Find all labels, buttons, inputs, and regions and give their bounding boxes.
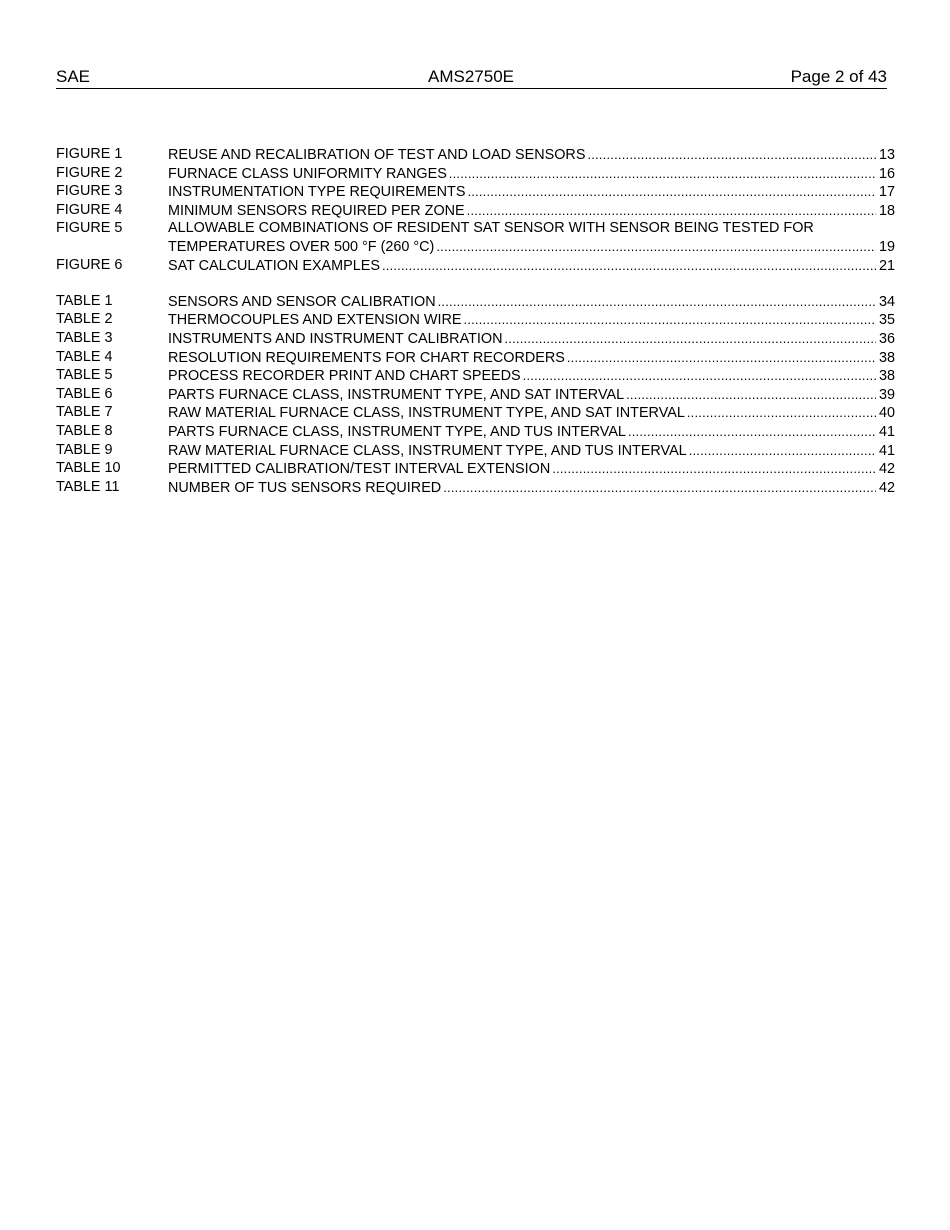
dot-leader — [449, 165, 876, 183]
toc-title: PROCESS RECORDER PRINT AND CHART SPEEDS — [168, 368, 521, 385]
toc-label: TABLE 2 — [56, 311, 113, 328]
tables-list — [56, 293, 895, 498]
toc-title: PERMITTED CALIBRATION/TEST INTERVAL EXTENSION — [168, 461, 551, 478]
toc-page-number: 16 — [878, 165, 895, 182]
toc-entry-table-11[interactable] — [56, 479, 895, 498]
toc-label: TABLE 4 — [56, 348, 113, 365]
toc-title: TEMPERATURES OVER 500 °F (260 °C) — [168, 238, 435, 255]
toc-label: FIGURE 1 — [56, 146, 123, 162]
toc-label: TABLE 7 — [56, 404, 113, 421]
toc-entry-figure-3[interactable] — [56, 183, 895, 202]
toc-page-number: 38 — [878, 349, 895, 366]
toc-label: FIGURE 2 — [56, 164, 123, 181]
toc-label: FIGURE 5 — [56, 220, 123, 237]
toc-page-number: 35 — [878, 312, 895, 329]
toc-title: PARTS FURNACE CLASS, INSTRUMENT TYPE, AND TUS INTERVAL — [168, 423, 626, 440]
toc-entry-table-7[interactable] — [56, 404, 895, 423]
toc-label: FIGURE 6 — [56, 256, 123, 273]
toc-title-line-1: ALLOWABLE COMBINATIONS OF RESIDENT SAT SENSOR WITH SENSOR BEING TESTED FOR — [168, 220, 814, 237]
toc-page-number: 40 — [878, 405, 895, 422]
toc-entry-table-5[interactable] — [56, 367, 895, 386]
toc-label: TABLE 8 — [56, 422, 113, 439]
dot-leader — [436, 238, 876, 256]
dot-leader — [687, 404, 876, 422]
toc-page-number: 21 — [878, 257, 895, 274]
dot-leader — [504, 330, 876, 348]
toc-title: RESOLUTION REQUIREMENTS FOR CHART RECORDERS — [168, 349, 565, 366]
toc-entry-table-2[interactable] — [56, 311, 895, 330]
toc-entry-figure-2[interactable] — [56, 165, 895, 184]
figures-list — [56, 146, 895, 275]
toc-label: TABLE 6 — [56, 385, 113, 402]
toc-title: SAT CALCULATION EXAMPLES — [168, 257, 380, 274]
toc-page-number: 13 — [878, 147, 895, 163]
dot-leader — [626, 386, 876, 404]
header-doc-number: AMS2750E — [428, 67, 514, 86]
header-org: SAE — [56, 67, 91, 86]
toc-entry-table-4[interactable] — [56, 349, 895, 368]
toc-label: FIGURE 4 — [56, 201, 123, 218]
toc-page-number: 39 — [878, 386, 895, 403]
toc-label: TABLE 10 — [56, 460, 121, 477]
toc-entry-figure-4[interactable] — [56, 202, 895, 221]
toc-title: FURNACE CLASS UNIFORMITY RANGES — [168, 165, 447, 182]
toc-title: SENSORS AND SENSOR CALIBRATION — [168, 293, 436, 310]
dot-leader — [443, 479, 876, 497]
toc-entry-table-1[interactable] — [56, 293, 895, 312]
toc-title: INSTRUMENTATION TYPE REQUIREMENTS — [168, 184, 466, 201]
toc-page-number: 17 — [878, 184, 895, 201]
toc-page-number: 41 — [878, 423, 895, 440]
toc-page-number: 42 — [878, 479, 895, 496]
toc-entry-table-6[interactable] — [56, 386, 895, 405]
dot-leader — [463, 311, 876, 329]
toc-label: TABLE 9 — [56, 441, 113, 458]
toc-title: PARTS FURNACE CLASS, INSTRUMENT TYPE, AND SAT INTERVAL — [168, 386, 625, 403]
page-header — [56, 66, 887, 89]
toc-title: MINIMUM SENSORS REQUIRED PER ZONE — [168, 202, 465, 219]
toc-entry-table-10[interactable] — [56, 460, 895, 479]
dot-leader — [467, 202, 876, 220]
toc-entry-figure-1[interactable] — [56, 146, 895, 165]
toc-page-number: 34 — [878, 293, 895, 310]
dot-leader — [567, 349, 876, 367]
dot-leader — [689, 442, 876, 460]
toc-title: RAW MATERIAL FURNACE CLASS, INSTRUMENT TYPE, AND TUS INTERVAL — [168, 442, 687, 459]
dot-leader — [628, 423, 876, 441]
dot-leader — [552, 460, 876, 478]
dot-leader — [523, 367, 876, 385]
toc-title: REUSE AND RECALIBRATION OF TEST AND LOAD SENSORS — [168, 147, 586, 163]
toc-page-number: 19 — [878, 238, 895, 255]
header-page-label: Page 2 of 43 — [790, 67, 887, 86]
dot-leader — [587, 146, 876, 164]
toc-page-number: 36 — [878, 330, 895, 347]
toc-page-number: 18 — [878, 202, 895, 219]
toc-title: NUMBER OF TUS SENSORS REQUIRED — [168, 479, 442, 496]
toc-label: TABLE 5 — [56, 367, 113, 384]
toc-title: INSTRUMENTS AND INSTRUMENT CALIBRATION — [168, 330, 503, 347]
toc-label: FIGURE 3 — [56, 183, 123, 200]
dot-leader — [382, 257, 876, 275]
toc-label: TABLE 1 — [56, 292, 113, 309]
toc-title: THERMOCOUPLES AND EXTENSION WIRE — [168, 312, 462, 329]
toc-label: TABLE 11 — [56, 478, 120, 495]
toc-label: TABLE 3 — [56, 329, 113, 346]
toc-entry-figure-6[interactable] — [56, 257, 895, 276]
toc-title: RAW MATERIAL FURNACE CLASS, INSTRUMENT TYPE, AND SAT INTERVAL — [168, 405, 685, 422]
list-of-figures-and-tables — [56, 146, 895, 515]
toc-entry-table-8[interactable] — [56, 423, 895, 442]
toc-page-number: 38 — [878, 368, 895, 385]
toc-page-number: 42 — [878, 461, 895, 478]
dot-leader — [467, 183, 876, 201]
toc-page-number: 41 — [878, 442, 895, 459]
toc-entry-table-9[interactable] — [56, 442, 895, 461]
dot-leader — [438, 293, 876, 311]
toc-entry-table-3[interactable] — [56, 330, 895, 349]
toc-entry-figure-5[interactable] — [56, 220, 895, 256]
